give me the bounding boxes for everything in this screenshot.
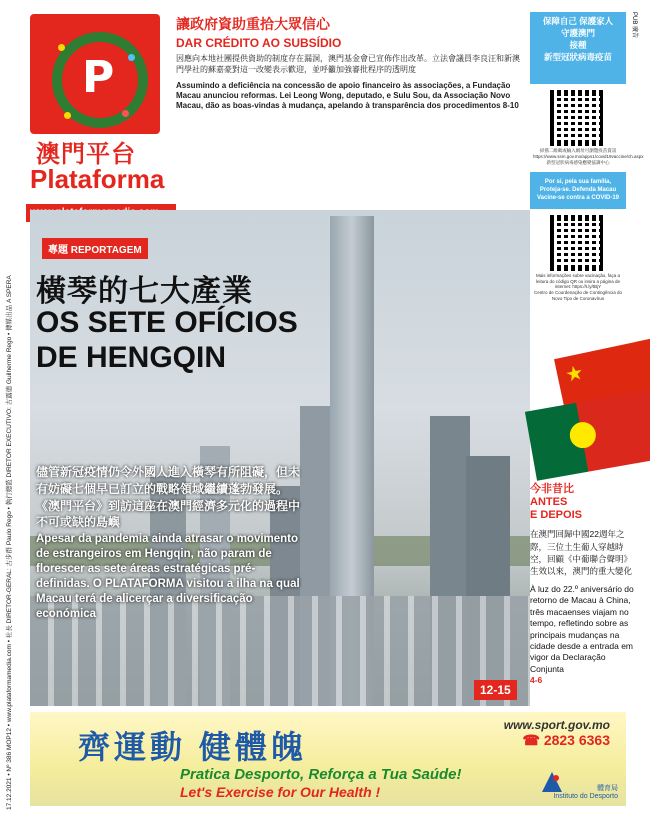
portugal-flag-icon	[525, 389, 650, 481]
top-story-title-pt: DAR CRÉDITO AO SUBSÍDIO	[176, 36, 342, 50]
china-flag-icon: ★	[554, 334, 650, 427]
qr-code-icon	[550, 90, 606, 146]
masthead-logo[interactable]	[26, 14, 168, 210]
side-story[interactable]	[530, 480, 640, 687]
sport-ad-org: 體育局 Instituto do Desporto	[553, 785, 618, 800]
cover-body-zh: 儘管新冠疫情仍令外國人進入橫琴有所阻礙，但未有妨礙七個早已訂立的戰略領域繼續蓬勃發展。《澳門平台》到訪這座在澳門經濟多元化的過程中不可或缺的島嶼	[36, 465, 301, 530]
side-story-pages: 4-6	[530, 675, 543, 686]
cover-body-pt: Apesar da pandemia ainda atrasar o movimento de estrangeiros em Hengqin, não param de florescer as sete áreas estratégicas pré-definidas. O PLATAFORMA visitou a ilha na qual Macau terá de alicerçar a diversificação económica	[36, 533, 300, 620]
spine-text: 17.12.2021 • Nº 386 MOP12 • www.plataformamedia.com • 社長 DIRETOR-GERAL: 古步群 Paulo Rego • 執行總監 DIRETOR EXECUTIVO: 古露德 Guilherme Rego • 傳媒出品 A SPERA	[6, 275, 13, 810]
sport-ad-title-zh: 齊運動 健體魄	[78, 729, 307, 765]
sport-ad[interactable]	[30, 712, 626, 806]
side-story-title-zh: 今非昔比	[530, 483, 574, 495]
section-tag: 專題 REPORTAGEM	[42, 238, 148, 259]
masthead-title-pt: Plataforma	[30, 164, 165, 194]
top-story[interactable]	[176, 14, 522, 148]
cover-headline-pt[interactable]: OS SETE OFÍCIOS DE HENGQIN	[36, 306, 298, 374]
vaccine-ad-text-pt: Mais informações sobre vacinação, faça a leitura do código QR ou insira a página de internet: https://t.ly/tBjY	[535, 272, 621, 290]
cover-pages: 12-15	[474, 680, 517, 700]
sport-ad-phone: ☎ 2823 6363	[522, 732, 610, 748]
sport-ad-slogan-pt: Pratica Desporto, Reforça a Tua Saúde!	[180, 766, 462, 783]
sport-ad-url[interactable]: www.sport.gov.mo	[503, 718, 610, 732]
side-story-body-pt: À luz do 22.º aniversário do retorno de Macau à China, três macaenses viajam no tempo, refletindo sobre as principais mudanças na cidade desde a entrada em vigor da Declaração Conjunta 4-6	[530, 583, 634, 686]
vaccine-ad-org-zh: 新型冠狀病毒感染應變協調中心	[546, 159, 610, 165]
top-story-body-zh: 因應向本地社團提供資助的制度存在漏洞，澳門基金會已宣佈作出改革。立法會議員李良汪和新澳門學社的蘇嘉豪對這一改變表示歡迎，並呼籲加強審批程序的透明度	[176, 54, 520, 74]
masthead-title-zh: 澳門平台	[36, 141, 136, 168]
top-story-pages: 8-10	[502, 101, 519, 111]
edition-label: PUB 廣告	[631, 12, 637, 39]
vaccine-ad-title-pt: Por si, pela sua família, Proteja-se. Defenda Macau Vacine-se contra a COVID-19	[530, 172, 626, 209]
bulb-icon	[58, 44, 65, 51]
top-story-body-pt: Assumindo a deficiência na concessão de apoio financeiro às associações, a Fundação Macau anunciou reformas. Lei Leong Wong, deputado, e Sulu Sou, da Associação Novo Macau, dão as boas-vindas à mudança, apelando à transparência dos procedimentos 8-10	[176, 80, 519, 111]
cover-headline-zh[interactable]: 橫琴的七大產業	[36, 275, 253, 308]
logo-mark-icon: P	[82, 52, 115, 103]
bulb-icon	[122, 110, 129, 117]
vaccine-ad-title: 保障自己 保護家人 守護澳門 接種 新型冠狀病毒疫苗	[530, 12, 626, 84]
sport-ad-slogan-en: Let's Exercise for Our Health !	[180, 784, 381, 800]
bulb-icon	[128, 54, 135, 61]
flags-illustration	[530, 336, 650, 476]
qr-code-icon	[550, 215, 606, 271]
side-story-body-zh: 在澳門回歸中國22週年之際，三位土生葡人穿越時空，回顧《中葡聯合聲明》生效以來，澳門的重大變化	[530, 529, 633, 577]
vaccine-ad-text-zh: 掃描二維碼或輸入網址可瀏覽疫苗資訊 https://www.ssm.gov.mo/apps1/covid19vaccine/ch.aspx	[533, 148, 644, 159]
side-story-title-pt: ANTES E DEPOIS	[530, 496, 582, 522]
top-story-title-zh: 讓政府資助重拾大眾信心	[176, 16, 330, 32]
bulb-icon	[64, 112, 71, 119]
vaccine-ad-org-pt: Centro de Coordenação de Contingência do Novo Tipo de Coronavírus	[533, 290, 623, 302]
logo-box	[30, 14, 160, 134]
